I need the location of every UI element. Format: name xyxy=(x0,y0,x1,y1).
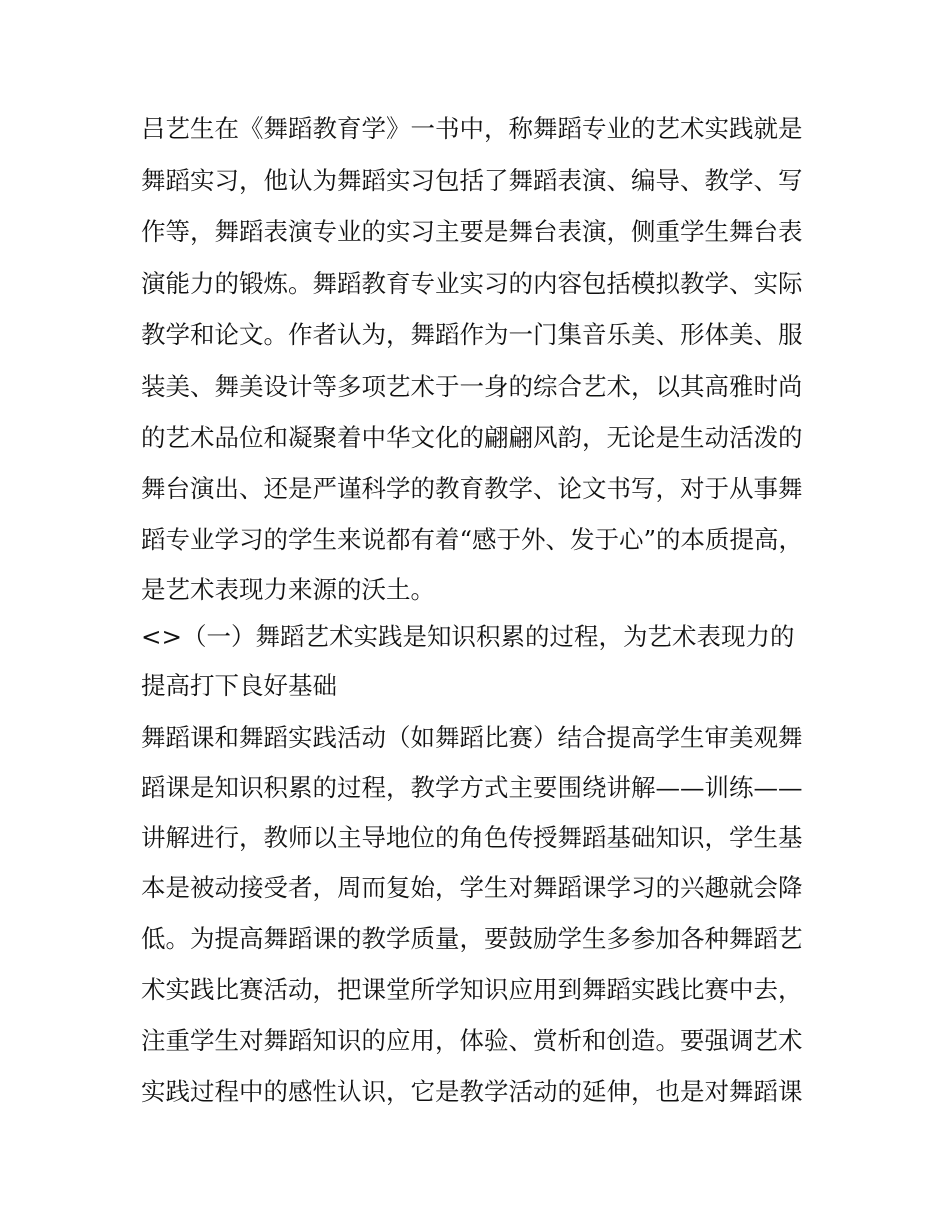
text-line: 教学和论文。作者认为，舞蹈作为一门集音乐美、形体美、服 xyxy=(141,320,803,349)
text-line: 吕艺生在《舞蹈教育学》一书中，称舞蹈专业的艺术实践就是 xyxy=(141,114,803,143)
text-line: 术实践比赛活动，把课堂所学知识应用到舞蹈实践比赛中去， xyxy=(141,975,803,1004)
text-line: 讲解进行，教师以主导地位的角色传授舞蹈基础知识，学生基 xyxy=(141,823,803,852)
text-line: 实践过程中的感性认识，它是教学活动的延伸，也是对舞蹈课 xyxy=(141,1077,803,1106)
section-heading-line: 提高打下良好基础 xyxy=(141,671,337,700)
text-line: 低。为提高舞蹈课的教学质量，要鼓励学生多参加各种舞蹈艺 xyxy=(141,924,803,953)
text-line: 是艺术表现力来源的沃土。 xyxy=(141,575,435,604)
text-line: 舞蹈课和舞蹈实践活动（如舞蹈比赛）结合提高学生审美观舞 xyxy=(141,723,803,752)
text-line: 舞蹈实习，他认为舞蹈实习包括了舞蹈表演、编导、教学、写 xyxy=(141,166,803,195)
text-line: 的艺术品位和凝聚着中华文化的翩翩风韵，无论是生动活泼的 xyxy=(141,423,803,452)
text-line: 舞台演出、还是严谨科学的教育教学、论文书写，对于从事舞 xyxy=(141,474,803,503)
text-line: 装美、舞美设计等多项艺术于一身的综合艺术，以其高雅时尚 xyxy=(141,372,803,401)
text-line: 作等，舞蹈表演专业的实习主要是舞台表演，侧重学生舞台表 xyxy=(141,217,803,246)
text-line: 演能力的锻炼。舞蹈教育专业实习的内容包括模拟教学、实际 xyxy=(141,269,803,298)
text-line: 蹈课是知识积累的过程，教学方式主要围绕讲解——训练—— xyxy=(141,773,803,802)
text-line: 注重学生对舞蹈知识的应用，体验、赏析和创造。要强调艺术 xyxy=(141,1026,803,1055)
text-line: 蹈专业学习的学生来说都有着“感于外、发于心”的本质提高， xyxy=(141,525,804,554)
text-line: 本是被动接受者，周而复始，学生对舞蹈课学习的兴趣就会降 xyxy=(141,873,803,902)
section-heading-line: <>（一）舞蹈艺术实践是知识积累的过程，为艺术表现力的 xyxy=(141,622,795,651)
